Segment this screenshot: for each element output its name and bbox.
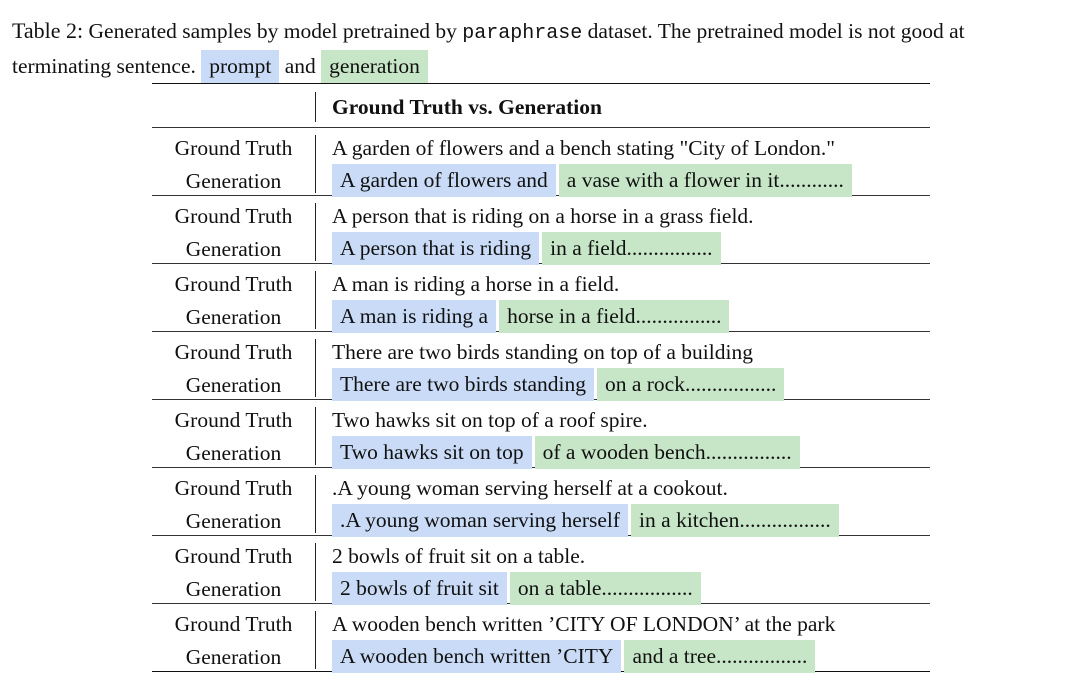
generation-text: in a field................ [542, 232, 720, 265]
column-divider [315, 271, 316, 329]
generation-text: on a table................. [510, 572, 701, 605]
generation-line [332, 232, 724, 265]
generation-label: Generation [185, 577, 282, 601]
generation-line [332, 640, 818, 673]
ground-truth-label: Ground Truth [174, 204, 293, 228]
prompt-text: A man is riding a [332, 300, 496, 333]
column-divider [315, 407, 316, 465]
generation-line [332, 572, 704, 605]
results-table [152, 83, 930, 672]
generation-line [332, 368, 787, 401]
legend-and: and [284, 54, 316, 78]
generation-label: Generation [185, 373, 282, 397]
caption-text-before: Generated samples by model pretrained by [88, 19, 457, 43]
generation-label: Generation [185, 305, 282, 329]
column-divider [315, 475, 316, 533]
prompt-text: 2 bowls of fruit sit [332, 572, 507, 605]
generation-text: of a wooden bench................ [535, 436, 800, 469]
ground-truth-label: Ground Truth [174, 612, 293, 636]
generation-label: Generation [185, 237, 282, 261]
table-header-row [152, 84, 930, 127]
table-header: Ground Truth vs. Generation [332, 95, 602, 119]
generation-text: in a kitchen................. [631, 504, 839, 537]
caption-label: Table 2: [12, 18, 84, 43]
generation-text: horse in a field................ [499, 300, 729, 333]
prompt-text: .A young woman serving herself [332, 504, 628, 537]
prompt-text: A person that is riding [332, 232, 539, 265]
column-divider [315, 611, 316, 669]
ground-truth-label: Ground Truth [174, 136, 293, 160]
table-row [152, 332, 930, 399]
ground-truth-text: A wooden bench written ’CITY OF LONDON’ at the park [332, 612, 836, 636]
column-divider [315, 135, 316, 193]
caption-line-2 [12, 50, 1076, 83]
ground-truth-text: There are two birds standing on top of a building [332, 340, 753, 364]
caption-text-after: dataset. The pretrained model is not good at [587, 19, 965, 43]
prompt-text: A wooden bench written ’CITY [332, 640, 621, 673]
generation-text: a vase with a flower in it............ [559, 164, 852, 197]
caption-dataset-name: paraphrase [462, 22, 583, 45]
column-divider [315, 203, 316, 261]
table-row [152, 128, 930, 195]
ground-truth-text: .A young woman serving herself at a cookout. [332, 476, 728, 500]
prompt-text: Two hawks sit on top [332, 436, 532, 469]
prompt-text: There are two birds standing [332, 368, 594, 401]
column-divider [315, 339, 316, 397]
ground-truth-label: Ground Truth [174, 476, 293, 500]
caption-line-1 [12, 14, 1076, 50]
table-row [152, 264, 930, 331]
table-row [152, 468, 930, 535]
ground-truth-label: Ground Truth [174, 408, 293, 432]
table-caption [12, 14, 1076, 83]
header-empty-cell [152, 92, 316, 122]
ground-truth-text: A garden of flowers and a bench stating "City of London." [332, 136, 835, 160]
generation-text: on a rock................. [597, 368, 784, 401]
generation-line [332, 164, 855, 197]
generation-label: Generation [185, 509, 282, 533]
table-row [152, 536, 930, 603]
generation-line [332, 300, 732, 333]
table-row [152, 400, 930, 467]
table-body [152, 128, 930, 671]
ground-truth-label: Ground Truth [174, 340, 293, 364]
ground-truth-label: Ground Truth [174, 544, 293, 568]
ground-truth-text: A man is riding a horse in a field. [332, 272, 620, 296]
ground-truth-text: Two hawks sit on top of a roof spire. [332, 408, 648, 432]
column-divider [315, 543, 316, 601]
generation-label: Generation [185, 441, 282, 465]
ground-truth-text: 2 bowls of fruit sit on a table. [332, 544, 586, 568]
prompt-text: A garden of flowers and [332, 164, 556, 197]
caption-line2-text: terminating sentence. [12, 54, 196, 78]
table-row [152, 196, 930, 263]
generation-text: and a tree................. [624, 640, 815, 673]
generation-label: Generation [185, 645, 282, 669]
ground-truth-label: Ground Truth [174, 272, 293, 296]
generation-line [332, 504, 842, 537]
generation-line [332, 436, 803, 469]
legend-prompt-swatch: prompt [201, 50, 279, 83]
table-row [152, 604, 930, 671]
legend-generation-swatch: generation [321, 50, 428, 83]
generation-label: Generation [185, 169, 282, 193]
ground-truth-text: A person that is riding on a horse in a grass field. [332, 204, 754, 228]
